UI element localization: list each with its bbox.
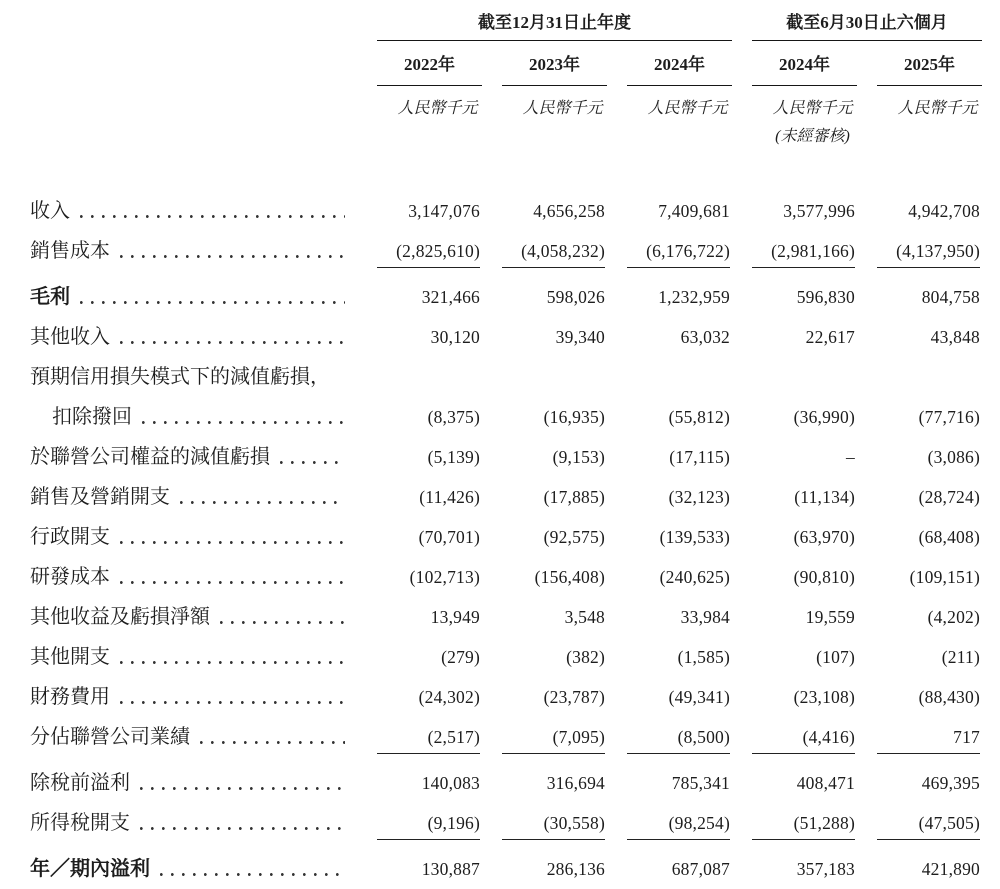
row-label-text: 預期信用損失模式下的減值虧損， [30, 365, 330, 388]
note-row [30, 123, 1000, 146]
table-row [30, 597, 1000, 637]
row-label [30, 406, 375, 429]
cell-value: 3,577,996 [783, 200, 855, 221]
row-label-text: 行政開支 [30, 525, 110, 548]
cell-value: 469,395 [921, 772, 980, 793]
cell-value: (382) [566, 646, 605, 667]
cell-value: (279) [441, 646, 480, 667]
cell-value: 408,471 [796, 772, 855, 793]
cell-value: (70,701) [418, 526, 480, 547]
row-label-text: 毛利 [30, 285, 70, 308]
dot-leader [80, 215, 345, 218]
cell-value: (4,137,950) [875, 241, 1000, 262]
column-year: 2025年 [877, 41, 982, 86]
table-body [0, 191, 1000, 889]
column-unit: 人民幣千元 [647, 100, 728, 117]
cell-value: (8,375) [427, 406, 480, 427]
table-row [30, 717, 1000, 757]
cell-value: 357,183 [796, 858, 855, 879]
column-year: 2022年 [377, 41, 482, 86]
table-row [30, 357, 1000, 397]
cell-value: 13,949 [430, 606, 480, 627]
cell-value: 3,548 [564, 606, 605, 627]
dot-leader [160, 873, 345, 876]
cell-value: 286,136 [546, 858, 605, 879]
dot-leader [280, 461, 345, 464]
row-label [30, 646, 375, 669]
row-label [30, 858, 375, 881]
cell-value: (2,825,610) [375, 241, 500, 262]
column-year: 2024年 [627, 41, 732, 86]
cell-value: (17,885) [543, 486, 605, 507]
cell-value: 4,942,708 [908, 200, 980, 221]
year-row [30, 41, 1000, 86]
cell-value: (107) [816, 646, 855, 667]
cell-value: 140,083 [421, 772, 480, 793]
dot-leader [200, 741, 345, 744]
cell-value: (77,716) [918, 406, 980, 427]
cell-value: 30,120 [430, 326, 480, 347]
cell-value: 316,694 [546, 772, 605, 793]
row-label [30, 286, 375, 309]
group-title-row [30, 8, 1000, 41]
cell-value: (49,341) [668, 686, 730, 707]
row-label [30, 566, 375, 589]
row-label-text: 收入 [30, 199, 70, 222]
table-row [30, 277, 1000, 317]
group-title-annual: 截至12月31日止年度 [377, 8, 732, 41]
cell-value: (32,123) [668, 486, 730, 507]
row-label-text: 銷售及營銷開支 [30, 485, 170, 508]
dot-leader [140, 787, 345, 790]
dot-leader [120, 255, 345, 258]
table-row [30, 437, 1000, 477]
row-label [30, 772, 375, 795]
cell-value: (11,426) [419, 486, 480, 507]
dot-leader [120, 661, 345, 664]
cell-value: (109,151) [909, 566, 980, 587]
row-label [30, 446, 375, 469]
cell-value: (55,812) [668, 406, 730, 427]
table-row [30, 477, 1000, 517]
table-row [30, 557, 1000, 597]
table-row [30, 397, 1000, 437]
row-label [30, 326, 375, 349]
cell-value: (102,713) [409, 566, 480, 587]
unit-row [30, 95, 1000, 118]
row-label-text: 銷售成本 [30, 239, 110, 262]
cell-value: (7,095) [500, 727, 625, 748]
column-year: 2024年 [752, 41, 857, 86]
column-year: 2023年 [502, 41, 607, 86]
row-label [30, 606, 375, 629]
row-label [30, 686, 375, 709]
dot-leader [80, 301, 345, 304]
row-label [30, 486, 375, 509]
cell-value: (36,990) [793, 406, 855, 427]
cell-value: (156,408) [534, 566, 605, 587]
dot-leader [180, 501, 345, 504]
cell-value: (17,115) [669, 446, 730, 467]
table-row [30, 317, 1000, 357]
dot-leader [142, 421, 345, 424]
cell-value: (92,575) [543, 526, 605, 547]
row-label-text: 分佔聯營公司業績 [30, 725, 190, 748]
year-row-spacer [30, 41, 375, 86]
cell-value: (9,153) [552, 446, 605, 467]
cell-value: 33,984 [680, 606, 730, 627]
cell-value: (1,585) [677, 646, 730, 667]
cell-value: (51,288) [750, 813, 875, 834]
column-unit: 人民幣千元 [397, 100, 478, 117]
cell-value: 321,466 [421, 286, 480, 307]
cell-value: (16,935) [543, 406, 605, 427]
table-row [30, 763, 1000, 803]
cell-value: 687,087 [671, 858, 730, 879]
table-row [30, 803, 1000, 843]
cell-value: (139,533) [659, 526, 730, 547]
column-unit: 人民幣千元 [772, 100, 853, 117]
cell-value: (28,724) [918, 486, 980, 507]
cell-value: (240,625) [659, 566, 730, 587]
row-label [30, 812, 375, 835]
cell-value: 43,848 [930, 326, 980, 347]
row-label [30, 726, 375, 749]
cell-value: (30,558) [500, 813, 625, 834]
row-label-text: 於聯營公司權益的減值虧損 [30, 445, 270, 468]
cell-value: (63,970) [793, 526, 855, 547]
cell-value: (211) [941, 646, 980, 667]
cell-value: 596,830 [796, 286, 855, 307]
table-row [30, 191, 1000, 231]
cell-value: 785,341 [671, 772, 730, 793]
row-label [30, 366, 1000, 389]
row-label-text: 除稅前溢利 [30, 771, 130, 794]
table-row [30, 517, 1000, 557]
cell-value: (4,058,232) [500, 241, 625, 262]
row-label-text: 所得稅開支 [30, 811, 130, 834]
cell-value: (2,981,166) [750, 241, 875, 262]
dot-leader [120, 341, 345, 344]
row-label [30, 240, 375, 263]
dot-leader [120, 701, 345, 704]
cell-value: (3,086) [927, 446, 980, 467]
cell-value: 4,656,258 [533, 200, 605, 221]
cell-value: 19,559 [805, 606, 855, 627]
cell-value: 39,340 [555, 326, 605, 347]
unaudited-note: (未經審核) [775, 128, 850, 145]
cell-value: 130,887 [421, 858, 480, 879]
table-row [30, 637, 1000, 677]
row-label-text: 年／期內溢利 [30, 857, 150, 880]
table-row [30, 849, 1000, 889]
row-label-text: 研發成本 [30, 565, 110, 588]
cell-value: (68,408) [918, 526, 980, 547]
cell-value: – [846, 446, 855, 467]
row-label-text: 其他收益及虧損淨額 [30, 605, 210, 628]
cell-value: (23,787) [543, 686, 605, 707]
dot-leader [220, 621, 345, 624]
cell-value: 1,232,959 [658, 286, 730, 307]
column-unit: 人民幣千元 [522, 100, 603, 117]
cell-value: (98,254) [625, 813, 750, 834]
row-label [30, 526, 375, 549]
cell-value: (2,517) [375, 727, 500, 748]
row-label [30, 200, 375, 223]
cell-value: (6,176,722) [625, 241, 750, 262]
row-label-text: 其他收入 [30, 325, 110, 348]
table-row [30, 677, 1000, 717]
table-header [0, 0, 1000, 146]
cell-value: (47,505) [875, 813, 1000, 834]
table-row [30, 231, 1000, 271]
cell-value: (88,430) [918, 686, 980, 707]
row-label-text: 財務費用 [30, 685, 110, 708]
cell-value: (8,500) [625, 727, 750, 748]
dot-leader [120, 541, 345, 544]
row-label-text: 其他開支 [30, 645, 110, 668]
group-title-interim: 截至6月30日止六個月 [752, 8, 982, 41]
cell-value: 421,890 [921, 858, 980, 879]
cell-value: 598,026 [546, 286, 605, 307]
dot-leader [120, 581, 345, 584]
cell-value: (24,302) [418, 686, 480, 707]
cell-value: (4,416) [750, 727, 875, 748]
unit-row-spacer [30, 95, 375, 118]
cell-value: 22,617 [805, 326, 855, 347]
cell-value: (90,810) [793, 566, 855, 587]
cell-value: 63,032 [680, 326, 730, 347]
cell-value: (23,108) [793, 686, 855, 707]
cell-value: 7,409,681 [658, 200, 730, 221]
cell-value: (4,202) [927, 606, 980, 627]
row-label-text: 扣除撥回 [52, 405, 132, 428]
cell-value: (5,139) [427, 446, 480, 467]
column-unit: 人民幣千元 [897, 100, 978, 117]
cell-value: (9,196) [375, 813, 500, 834]
cell-value: 3,147,076 [408, 200, 480, 221]
cell-value: 717 [875, 727, 1000, 748]
dot-leader [140, 827, 345, 830]
cell-value: (11,134) [794, 486, 855, 507]
cell-value: 804,758 [921, 286, 980, 307]
